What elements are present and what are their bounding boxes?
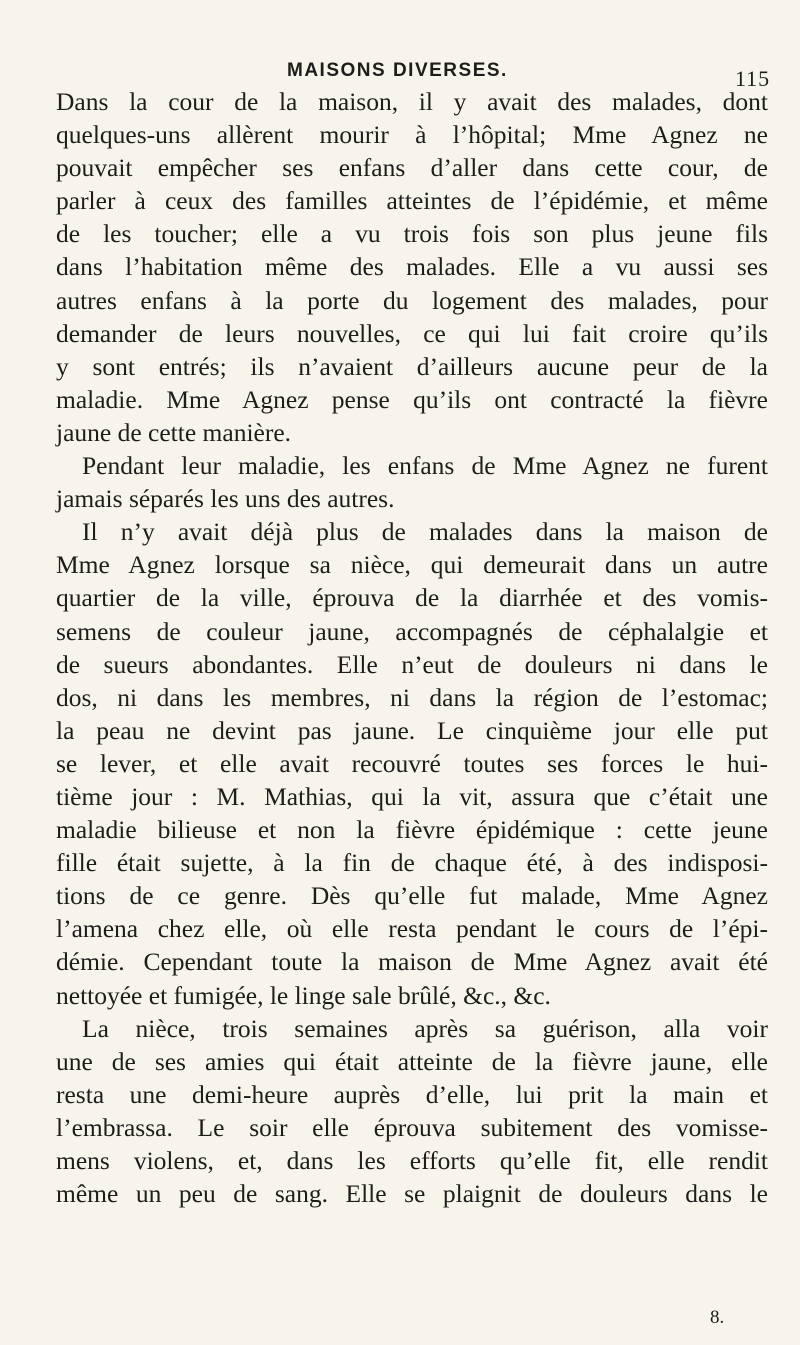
text-line: dos, ni dans les membres, ni dans la région de l’estomac; (56, 682, 768, 712)
text-line: parler à ceux des familles atteintes de l’épidémie, et même (56, 186, 768, 216)
text-line: la peau ne devint pas jaune. Le cinquième jour elle put (56, 715, 768, 745)
paragraph (56, 1012, 768, 1211)
text-line: y sont entrés; ils n’avaient d’ailleurs aucune peur de la (56, 351, 768, 381)
text-line: Mme Agnez lorsque sa nièce, qui demeurait dans un autre (56, 550, 768, 580)
text-line: tions de ce genre. Dès qu’elle fut malade, Mme Agnez (56, 881, 768, 911)
text-line: démie. Cependant toute la maison de Mme Agnez avait été (56, 947, 768, 977)
paragraph (56, 449, 768, 515)
text-line: l’amena chez elle, où elle resta pendant le cours de l’épi- (56, 914, 768, 944)
text-line: même un peu de sang. Elle se plaignit de douleurs dans le (56, 1179, 768, 1209)
text-line: resta une demi-heure auprès d’elle, lui prit la main et (56, 1079, 768, 1109)
text-line: La nièce, trois semaines après sa guérison, alla voir (82, 1013, 768, 1043)
running-title: MAISONS DIVERSES. (287, 60, 508, 81)
text-line: demander de leurs nouvelles, ce qui lui fait croire qu’ils (56, 318, 768, 348)
text-line: une de ses amies qui était atteinte de la fièvre jaune, elle (56, 1046, 768, 1076)
text-line: l’embrassa. Le soir elle éprouva subitement des vomisse- (56, 1112, 768, 1142)
signature-mark: 8. (710, 1307, 725, 1328)
text-line: mens violens, et, dans les efforts qu’elle fit, elle rendit (56, 1146, 768, 1175)
text-line: maladie bilieuse et non la fièvre épidémique : cette jeune (56, 815, 768, 845)
running-head (0, 60, 800, 91)
text-line: de les toucher; elle a vu trois fois son plus jeune fils (56, 219, 768, 249)
text-line: Dans la cour de la maison, il y avait des malades, dont (56, 87, 768, 116)
body-text (56, 85, 768, 1210)
text-line: Pendant leur maladie, les enfans de Mme Agnez ne furent (82, 451, 768, 481)
text-line: quelques-uns allèrent mourir à l’hôpital; Mme Agnez ne (56, 120, 768, 150)
text-line: se lever, et elle avait recouvré toutes ses forces le hui- (56, 748, 768, 778)
text-line: jamais séparés les uns des autres. (56, 484, 395, 514)
text-line: nettoyée et fumigée, le linge sale brûlé, &c., &c. (56, 980, 551, 1010)
text-line: tième jour : M. Mathias, qui la vit, assura que c’était une (56, 781, 768, 811)
text-line: dans l’habitation même des malades. Elle a vu aussi ses (56, 252, 768, 282)
text-line: semens de couleur jaune, accompagnés de céphalalgie et (56, 616, 768, 646)
text-line: fille était sujette, à la fin de chaque été, à des indisposi- (56, 848, 768, 878)
text-line: quartier de la ville, éprouva de la diarrhée et des vomis- (56, 583, 768, 613)
paragraph (56, 515, 768, 1011)
text-line: Il n’y avait déjà plus de malades dans la maison de (82, 517, 768, 547)
text-line: de sueurs abondantes. Elle n’eut de douleurs ni dans le (56, 649, 768, 679)
text-line: maladie. Mme Agnez pense qu’ils ont contracté la fièvre (56, 384, 768, 414)
text-line: pouvait empêcher ses enfans d’aller dans cette cour, de (56, 153, 768, 183)
text-line: autres enfans à la porte du logement des malades, pour (56, 285, 768, 315)
text-line: jaune de cette manière. (56, 417, 292, 447)
page-number: 115 (735, 66, 771, 91)
paragraph (56, 85, 768, 449)
